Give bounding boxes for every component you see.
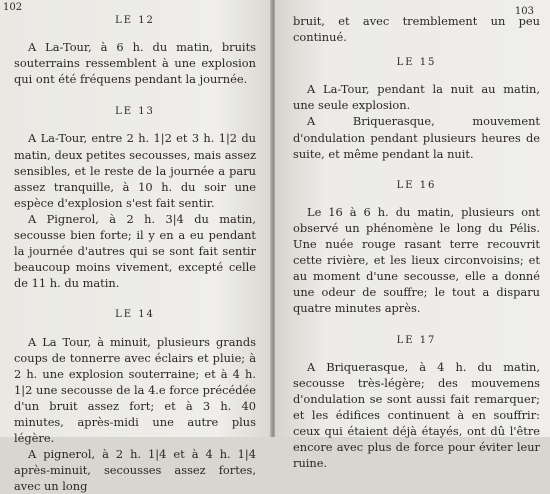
section-header-le-15: LE 15: [396, 57, 437, 69]
left-page: [0, 0, 272, 494]
paragraph-le-15-briquerasque: A Briquerasque, mouvement d'ondulation pendant plusieurs heures de suite, et même pendant la nuit.: [293, 114, 540, 161]
page-number-left: 102: [3, 2, 23, 13]
paragraph-continuation: bruit, et avec tremblement un peu continué.: [293, 14, 540, 45]
right-page: [275, 0, 550, 471]
section-header-le-13: LE 13: [115, 106, 155, 118]
section-header-le-17: LE 17: [396, 334, 437, 346]
page-number-right: 103: [514, 6, 534, 17]
paragraph-le-16-phenomene: Le 16 à 6 h. du matin, plusieurs ont observé un phénomène le long du Pélis. Une nuée rouge rasant terre recouvrit cette rivière, et les lieux circonvoisins; et au moment d'une secousse, elle a donné une odeur de souffre; le tout a disparu quatre minutes après.: [293, 204, 540, 316]
paragraph-le-14-pignerol: A pignerol, à 2 h. 1|4 et à 4 h. 1|4 après-minuit, secousses assez fortes, avec un long: [14, 447, 256, 494]
paragraph-le-15-la-tour: A La-Tour, pendant la nuit au matin, une seule explosion.: [293, 82, 540, 113]
paragraph-le-13-la-tour: A La-Tour, entre 2 h. 1|2 et 3 h. 1|2 du matin, deux petites secousses, mais assez sensibles, et le reste de la journée a paru assez tranquille, à 10 h. du soir une espèce d'explosion s'est fait sentir.: [14, 131, 256, 210]
section-header-le-16: LE 16: [396, 179, 437, 191]
paragraph-le-13-pignerol: A Pignerol, à 2 h. 3|4 du matin, secousse bien forte; il y en a eu pendant la journée d'autres qui se sont fait sentir beaucoup moins vivement, excepté celle de 11 h. du matin.: [14, 211, 256, 291]
paragraph-le-17-briquerasque: A Briquerasque, à 4 h. du matin, secousse très-légère; des mouvemens d'ondulation se sont aussi fait remarquer; et les édifices continuent à en souffrir: ceux qui étaient déjà étayés, ont dû l'être encore avec plus de force pour éviter leur ruine.: [293, 359, 540, 471]
paragraph-le-12-la-tour: A La-Tour, à 6 h. du matin, bruits souterrains ressemblent à une explosion qui ont été fréquens pendant la journée.: [14, 40, 256, 87]
section-header-le-14: LE 14: [115, 309, 155, 321]
section-header-le-12: LE 12: [115, 15, 155, 26]
paragraph-le-14-la-tour: A La Tour, à minuit, plusieurs grands coups de tonnerre avec éclairs et pluie; à 2 h. une explosion souterraine; et à 4 h. 1|2 une secousse de la 4.e force précédée d'un bruit assez fort; et à 3 h. 40 minutes, après-midi une autre plus légère.: [14, 334, 256, 446]
